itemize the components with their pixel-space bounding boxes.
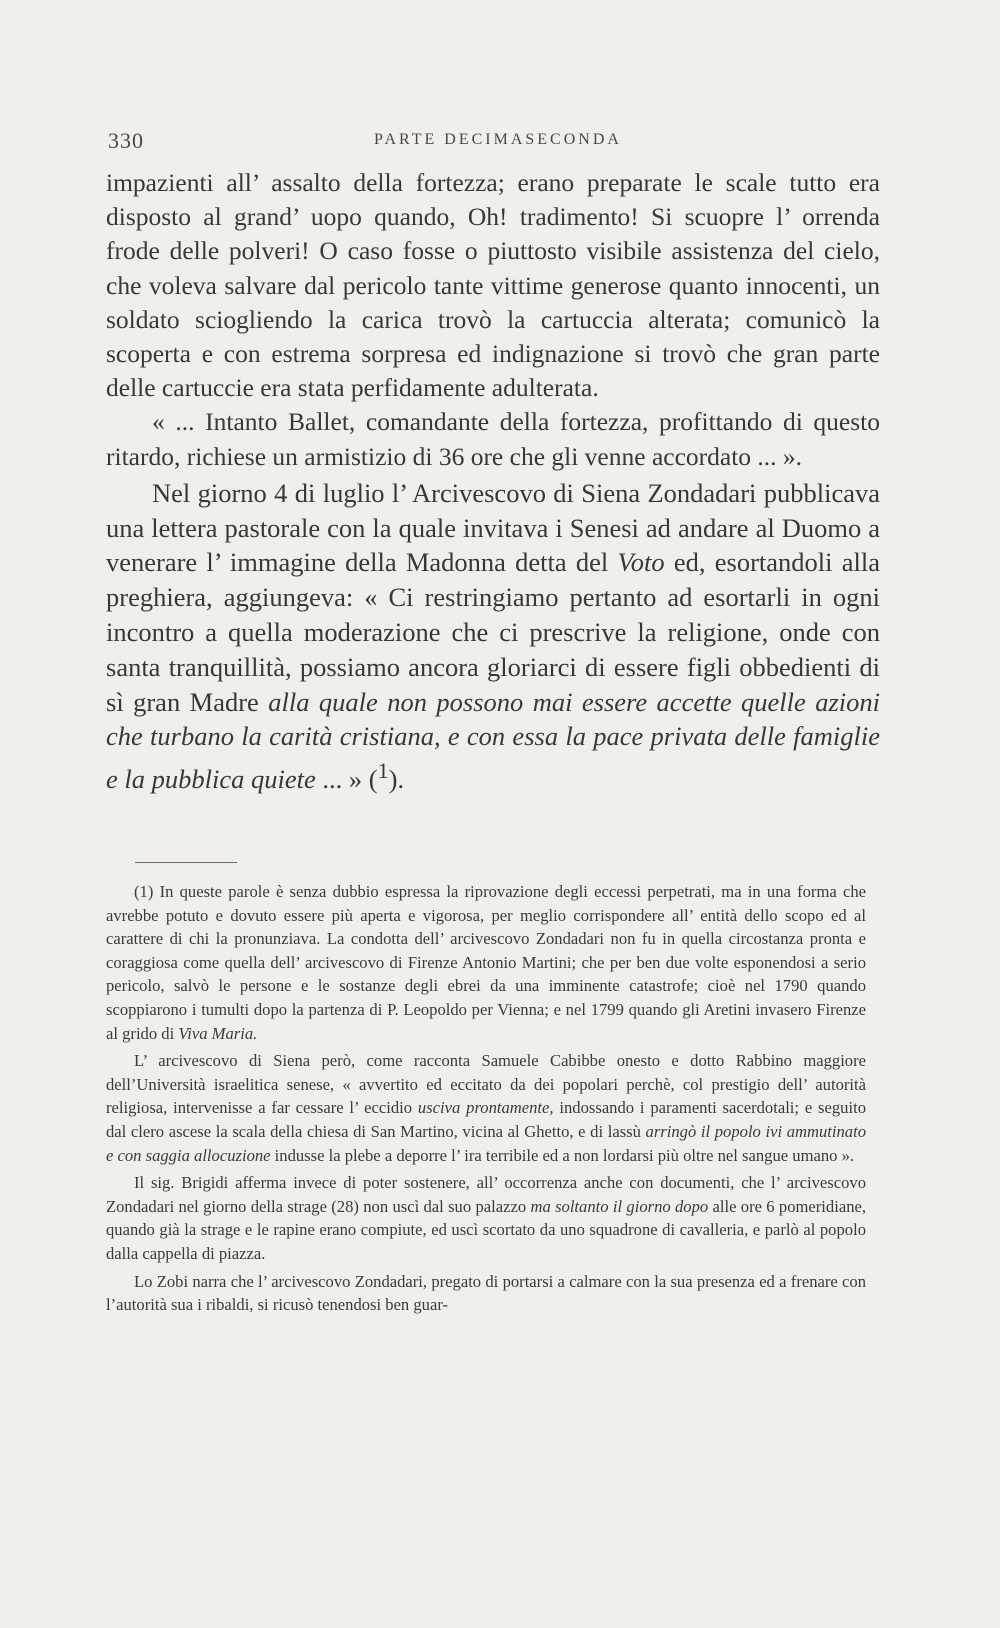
paragraph-3-text-c: ... » (	[315, 764, 378, 795]
footnote-1-text: In queste parole è senza dubbio espressa la riprovazione degli eccessi perpetrati, ma in una forma che avrebbe potuto e dovuto essere più aperta e vigorosa, per meglio corrispondere all’ entità dello scopo ed al carattere di chi la pronunziava. La condotta dell’ arcivescovo Zondadari non fu in quella circostanza pronta e coraggiosa come quella dell’ arcivescovo di Firenze Antonio Martini; che per ben due volte esponendosi a serio pericolo, salvò le persone e le sostanze degli ebrei da una imminente catastrofe; cioè nel 1790 quando scoppiarono i tumulti dopo la partenza di P. Leopoldo per Vienna; e nel 1799 quando gli Aretini invasero Firenze al grido di	[106, 882, 866, 1043]
footnote-1-mark: (1)	[134, 882, 154, 901]
footnote-2	[106, 1049, 866, 1167]
quote-italic: alla quale non possono mai essere accette quelle azioni che turbano la carità cristiana, e con essa la pace privata delle famiglie e la pubblica quiete	[106, 686, 880, 795]
footnote-2-italic-a: usciva prontamente,	[417, 1098, 554, 1118]
footnote-1-italic: Viva Maria.	[178, 1023, 258, 1043]
footnote-reference: 1	[377, 758, 389, 784]
running-head: PARTE DECIMASECONDA	[374, 131, 622, 148]
footnote-1	[106, 880, 866, 1045]
footnote-3-italic: ma soltanto il giorno dopo	[530, 1196, 709, 1216]
paragraph-3-text-d: ).	[388, 764, 405, 795]
footnote-3-text-a: Il sig. Brigidi afferma invece di poter sostenere, all’ occorrenza anche con documenti, che l’ arcivescovo Zondadari nel giorno della strage (28) non uscì dal suo palazzo	[106, 1173, 866, 1216]
main-text	[106, 166, 880, 797]
footnote-3-text-b: alle ore 6 pomeridiane, quando già la strage e le rapine erano compiute, ed uscì scortato da uno squadrone di cavalleria, e parlò al popolo dalla cappella di piazza.	[106, 1196, 866, 1263]
footnote-4: Lo Zobi narra che l’ arcivescovo Zondadari, pregato di portarsi a calmare con la sua presenza ed a frenare con l’autorità sua i ribaldi, si ricusò tenendosi ben guar-	[106, 1271, 866, 1315]
paragraph-3-text-b: ed, esortandoli alla preghiera, aggiungeva: « Ci restringiamo pertanto ad esortarli in ogni incontro a quella moderazione che ci prescrive la religione, onde con santa tranquillità, possiamo ancora gloriarci di essere figli obbedienti di sì gran Madre	[106, 547, 880, 717]
footnote-2-text-c: indusse la plebe a deporre l’ ira terribile ed a non lordarsi più oltre nel sangue umano ».	[270, 1145, 855, 1165]
paragraph-3	[106, 476, 880, 797]
voto-italic: Voto	[617, 547, 665, 578]
footnote-2-text-a: L’ arcivescovo di Siena però, come racconta Samuele Cabibbe onesto e dotto Rabbino maggiore dell’Università israelitica senese, « avvertito ed eccitato da dei popolari perchè, col prestigio dell’ autorità religiosa, intervenisse a far cessare l’ eccidio	[106, 1051, 866, 1118]
footnote-2-text-b: indossando i paramenti sacerdotali; e seguito dal clero ascese la scala della chiesa di San Martino, vicina al Ghetto, e di lassù	[106, 1098, 866, 1141]
footnote-separator	[135, 862, 237, 863]
paragraph-2: « ... Intanto Ballet, comandante della fortezza, profittando di questo ritardo, richiese un armistizio di 36 ore che gli venne accordato ... ».	[106, 407, 880, 471]
page-header	[108, 128, 888, 158]
page-number: 330	[108, 128, 144, 153]
footnotes	[106, 880, 866, 1321]
footnote-2-italic-b: arringò il popolo ivi ammutinato e con saggia allocuzione	[106, 1121, 866, 1165]
paragraph-1: impazienti all’ assalto della fortezza; erano preparate le scale tutto era disposto al grand’ uopo quando, Oh! tradimento! Si scuopre l’ orrenda frode delle polveri! O caso fosse o piuttosto visibile assistenza del cielo, che voleva salvare dal pericolo tante vittime generose quanto innocenti, un soldato sciogliendo la carica trovò la cartuccia alterata; comunicò la scoperta e con estrema sorpresa ed indignazione si trovò che gran parte delle cartuccie era stata perfidamente adulterata.	[106, 168, 880, 403]
footnote-3	[106, 1171, 866, 1265]
paragraph-3-text-a: Nel giorno 4 di luglio l’ Arcivescovo di Siena Zondadari pubblicava una lettera pastorale con la quale invitava i Senesi ad andare al Duomo a venerare l’ immagine della Madonna detta del	[106, 477, 880, 578]
